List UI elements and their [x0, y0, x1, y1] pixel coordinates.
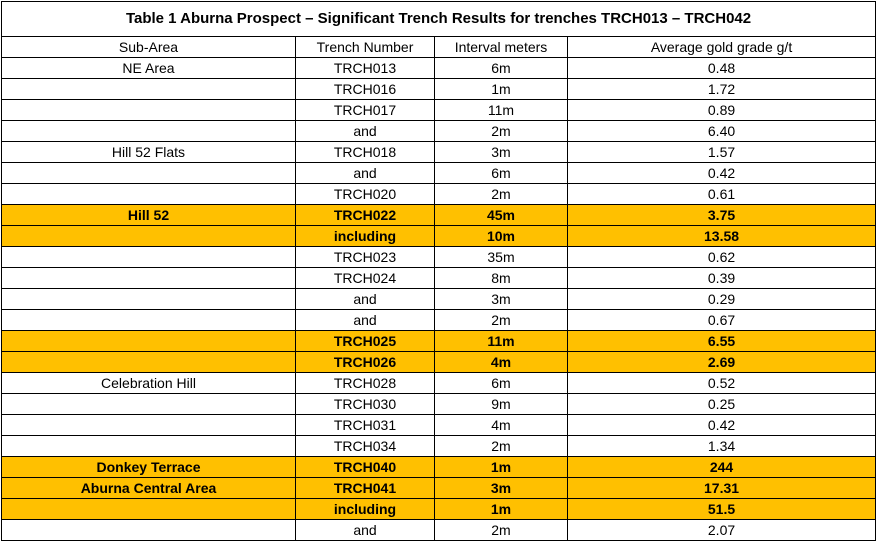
cell-trench-number: TRCH020	[296, 184, 435, 205]
cell-gold-grade: 17.31	[568, 478, 876, 499]
table-row	[2, 100, 876, 121]
cell-gold-grade: 51.5	[568, 499, 876, 520]
cell-gold-grade: 0.29	[568, 289, 876, 310]
cell-sub-area	[2, 121, 296, 142]
table-row	[2, 184, 876, 205]
cell-trench-number: TRCH017	[296, 100, 435, 121]
cell-trench-number: TRCH040	[296, 457, 435, 478]
cell-interval: 3m	[435, 289, 568, 310]
results-table-container	[1, 1, 876, 541]
cell-trench-number: and	[296, 163, 435, 184]
table-row	[2, 310, 876, 331]
cell-interval: 6m	[435, 58, 568, 79]
cell-gold-grade: 0.67	[568, 310, 876, 331]
cell-trench-number: and	[296, 310, 435, 331]
cell-trench-number: TRCH013	[296, 58, 435, 79]
cell-trench-number: TRCH018	[296, 142, 435, 163]
cell-interval: 35m	[435, 247, 568, 268]
table-row-highlighted	[2, 226, 876, 247]
table-row	[2, 394, 876, 415]
table-title: Table 1 Aburna Prospect – Significant Trench Results for trenches TRCH013 – TRCH042	[2, 2, 876, 37]
table-row	[2, 142, 876, 163]
cell-interval: 4m	[435, 352, 568, 373]
cell-gold-grade: 13.58	[568, 226, 876, 247]
cell-gold-grade: 6.40	[568, 121, 876, 142]
cell-trench-number: and	[296, 289, 435, 310]
cell-trench-number: TRCH030	[296, 394, 435, 415]
cell-trench-number: TRCH024	[296, 268, 435, 289]
table-row-highlighted	[2, 352, 876, 373]
cell-interval: 8m	[435, 268, 568, 289]
cell-sub-area: Celebration Hill	[2, 373, 296, 394]
cell-sub-area	[2, 415, 296, 436]
table-row-highlighted	[2, 478, 876, 499]
cell-interval: 2m	[435, 310, 568, 331]
cell-gold-grade: 244	[568, 457, 876, 478]
cell-interval: 3m	[435, 142, 568, 163]
cell-gold-grade: 0.62	[568, 247, 876, 268]
cell-sub-area	[2, 436, 296, 457]
cell-trench-number: TRCH041	[296, 478, 435, 499]
cell-gold-grade: 0.89	[568, 100, 876, 121]
cell-interval: 2m	[435, 436, 568, 457]
cell-interval: 6m	[435, 373, 568, 394]
cell-interval: 1m	[435, 457, 568, 478]
cell-interval: 9m	[435, 394, 568, 415]
table-row-highlighted	[2, 499, 876, 520]
cell-interval: 11m	[435, 100, 568, 121]
cell-gold-grade: 0.61	[568, 184, 876, 205]
cell-gold-grade: 0.48	[568, 58, 876, 79]
cell-sub-area: Hill 52 Flats	[2, 142, 296, 163]
table-row	[2, 289, 876, 310]
cell-interval: 45m	[435, 205, 568, 226]
cell-sub-area	[2, 163, 296, 184]
trench-results-table	[1, 1, 876, 541]
cell-interval: 10m	[435, 226, 568, 247]
cell-gold-grade: 6.55	[568, 331, 876, 352]
table-row-highlighted	[2, 331, 876, 352]
cell-gold-grade: 3.75	[568, 205, 876, 226]
cell-interval: 2m	[435, 121, 568, 142]
cell-interval: 4m	[435, 415, 568, 436]
cell-sub-area	[2, 226, 296, 247]
cell-trench-number: TRCH023	[296, 247, 435, 268]
cell-sub-area	[2, 289, 296, 310]
cell-trench-number: TRCH026	[296, 352, 435, 373]
column-header-sub-area: Sub-Area	[2, 37, 296, 58]
table-row	[2, 268, 876, 289]
cell-interval: 2m	[435, 184, 568, 205]
cell-trench-number: and	[296, 121, 435, 142]
cell-sub-area	[2, 331, 296, 352]
cell-gold-grade: 2.07	[568, 520, 876, 541]
cell-interval: 2m	[435, 520, 568, 541]
table-row	[2, 373, 876, 394]
column-header-interval-meters: Interval meters	[435, 37, 568, 58]
cell-gold-grade: 0.52	[568, 373, 876, 394]
table-row-highlighted	[2, 205, 876, 226]
cell-sub-area	[2, 394, 296, 415]
cell-trench-number: TRCH025	[296, 331, 435, 352]
cell-gold-grade: 0.42	[568, 163, 876, 184]
cell-gold-grade: 0.39	[568, 268, 876, 289]
column-header-trench-number: Trench Number	[296, 37, 435, 58]
cell-gold-grade: 1.34	[568, 436, 876, 457]
cell-interval: 6m	[435, 163, 568, 184]
column-header-row	[2, 37, 876, 58]
table-row-highlighted	[2, 457, 876, 478]
cell-interval: 1m	[435, 499, 568, 520]
table-row	[2, 58, 876, 79]
cell-sub-area	[2, 100, 296, 121]
cell-trench-number: TRCH016	[296, 79, 435, 100]
cell-sub-area	[2, 499, 296, 520]
cell-sub-area	[2, 247, 296, 268]
cell-sub-area	[2, 310, 296, 331]
cell-gold-grade: 2.69	[568, 352, 876, 373]
cell-trench-number: including	[296, 499, 435, 520]
table-row	[2, 247, 876, 268]
cell-sub-area: Donkey Terrace	[2, 457, 296, 478]
cell-sub-area	[2, 520, 296, 541]
cell-trench-number: TRCH028	[296, 373, 435, 394]
cell-trench-number: TRCH031	[296, 415, 435, 436]
table-row	[2, 79, 876, 100]
cell-gold-grade: 0.25	[568, 394, 876, 415]
cell-trench-number: TRCH034	[296, 436, 435, 457]
cell-interval: 1m	[435, 79, 568, 100]
cell-interval: 3m	[435, 478, 568, 499]
cell-sub-area: Aburna Central Area	[2, 478, 296, 499]
cell-sub-area: Hill 52	[2, 205, 296, 226]
table-row	[2, 520, 876, 541]
cell-trench-number: including	[296, 226, 435, 247]
cell-interval: 11m	[435, 331, 568, 352]
table-row	[2, 436, 876, 457]
cell-sub-area	[2, 268, 296, 289]
cell-trench-number: and	[296, 520, 435, 541]
cell-sub-area	[2, 79, 296, 100]
cell-gold-grade: 1.57	[568, 142, 876, 163]
table-title-row	[2, 2, 876, 37]
table-row	[2, 415, 876, 436]
cell-gold-grade: 0.42	[568, 415, 876, 436]
cell-sub-area	[2, 352, 296, 373]
table-body	[2, 58, 876, 541]
cell-sub-area	[2, 184, 296, 205]
column-header-average-gold-grade: Average gold grade g/t	[568, 37, 876, 58]
cell-gold-grade: 1.72	[568, 79, 876, 100]
table-row	[2, 163, 876, 184]
table-row	[2, 121, 876, 142]
cell-trench-number: TRCH022	[296, 205, 435, 226]
cell-sub-area: NE Area	[2, 58, 296, 79]
